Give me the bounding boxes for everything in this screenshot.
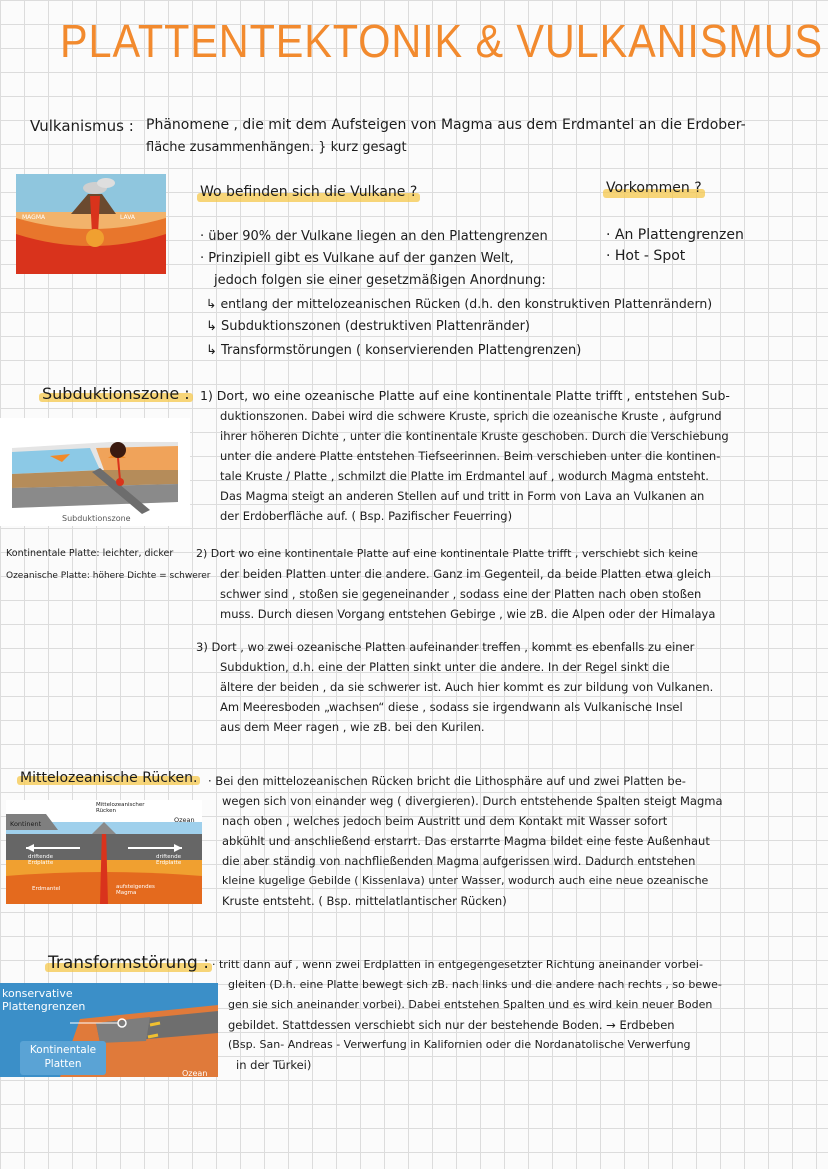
- volcano-label-lava: LAVA: [120, 214, 136, 221]
- subduction-p3-line: ältere der beiden , da sie schwerer ist. Auch hier kommt es zur bildung von Vulkanen.: [220, 680, 714, 694]
- subduction-caption: Subduktionszone: [62, 514, 131, 523]
- transform-line: in der Türkei): [236, 1058, 312, 1072]
- ridge-label: Mittelozeanische Rücken.: [20, 770, 198, 786]
- subduction-p3-line: Subduktion, d.h. eine der Platten sinkt unter die andere. In der Regel sinkt die: [220, 660, 670, 674]
- subduction-p3-line: Am Meeresboden „wachsen“ diese , sodass sie irgendwann als Vulkanische Insel: [220, 700, 683, 714]
- ridge-paragraph: [208, 771, 826, 911]
- occurrence-item-1: · An Plattengrenzen: [606, 227, 744, 243]
- transform-line: · tritt dann auf , wenn zwei Erdplatten in entgegengesetzter Richtung aneinander vorbei-: [212, 958, 703, 971]
- subduction-paragraph-1: [200, 386, 826, 526]
- where-arrow-1: ↳ entlang der mittelozeanischen Rücken (d.h. den konstruktiven Plattenrändern): [206, 296, 713, 311]
- ridge-line: · Bei den mittelozeanischen Rücken bricht die Lithosphäre auf und zwei Platten be-: [208, 774, 686, 788]
- subduction-p1-line: unter die andere Platte entstehen Tiefseerinnen. Beim verschieben unter die kontinen-: [220, 449, 721, 463]
- ridge-img-ozean: Ozean: [174, 816, 195, 824]
- subduction-p1-line: 1) Dort, wo eine ozeanische Platte auf eine kontinentale Platte trifft , entstehen Sub-: [200, 388, 730, 403]
- transform-img-label-2-line: Platten: [44, 1058, 82, 1070]
- where-arrow-3: ↳ Transformstörungen ( konservierenden Plattengrenzen): [206, 343, 582, 358]
- transform-img-label-3: Ozean: [182, 1069, 208, 1077]
- transform-img-label-1-line: Plattengrenzen: [2, 1000, 86, 1013]
- note-continental-plate: Kontinentale Platte: leichter, dicker: [6, 548, 174, 559]
- volcano-label-magma: MAGMA: [22, 214, 46, 221]
- transform-line: gebildet. Stattdessen verschiebt sich nur der bestehende Boden. → Erdbeben: [228, 1018, 675, 1032]
- where-arrow-2: ↳ Subduktionszonen (destruktiven Plattenränder): [206, 319, 530, 334]
- transform-line: gen sie sich aneinander vorbei). Dabei entstehen Spalten und es wird kein neuer Boden: [228, 998, 713, 1011]
- where-heading: Wo befinden sich die Vulkane ?: [200, 181, 417, 203]
- subduction-p1-line: Das Magma steigt an anderen Stellen auf und tritt in Form von Lava an Vulkanen an: [220, 489, 705, 503]
- ridge-img-kontinent: Kontinent: [10, 820, 42, 828]
- vulkanismus-label: Vulkanismus :: [30, 117, 134, 135]
- subduction-p1-line: tale Kruste / Platte , schmilzt die Platte im Erdmantel auf , wodurch Magma entsteht.: [220, 469, 709, 483]
- subduction-diagram: [0, 418, 190, 526]
- volcano-diagram: [16, 174, 166, 274]
- ridge-img-erdmantel: Erdmantel: [32, 886, 61, 892]
- subduction-paragraph-3: [196, 637, 826, 737]
- ridge-img-plate-left: driftende Erdplatte: [28, 854, 54, 866]
- transform-img-label-1: [2, 987, 85, 1013]
- note-oceanic-plate: Ozeanische Platte: höhere Dichte = schwerer: [6, 571, 211, 581]
- subduction-p2-line: schwer sind , stoßen sie gegeneinander , sodass eine der Platten nach oben stoßen: [220, 587, 702, 601]
- transform-img-label-1-line: konservative: [2, 987, 73, 1000]
- ridge-img-plate-right: driftende Erdplatte: [156, 854, 182, 866]
- vulkanismus-definition-line2: fläche zusammenhängen. } kurz gesagt: [146, 140, 407, 155]
- ridge-img-ruecken: Mittelozeanischer Rücken: [96, 802, 145, 814]
- ridge-img-magma: aufsteigendes Magma: [116, 884, 155, 896]
- subduction-p3-line: aus dem Meer ragen , wie zB. bei den Kurilen.: [220, 720, 485, 734]
- subduction-p2-line: der beiden Platten unter die andere. Ganz im Gegenteil, da beide Platten etwa gleich: [220, 567, 712, 581]
- page-title: PLATTENTEKTONIK & VULKANISMUS: [60, 15, 824, 67]
- subduction-p2-line: 2) Dort wo eine kontinentale Platte auf eine kontinentale Platte trifft , verschiebt sich keine: [196, 547, 698, 560]
- ridge-line: abkühlt und anschließend erstarrt. Das erstarrte Magma bildet eine feste Außenhaut: [222, 834, 710, 848]
- subduction-p1-line: duktionszonen. Dabei wird die schwere Kruste, sprich die ozeanische Kruste , aufgrund: [220, 409, 722, 423]
- subduction-p1-line: ihrer höheren Dichte , unter die kontinentale Kruste geschoben. Durch die Verschiebung: [220, 429, 729, 443]
- subduction-p3-line: 3) Dort , wo zwei ozeanische Platten aufeinander treffen , kommt es ebenfalls zu einer: [196, 640, 695, 654]
- occurrence-heading: Vorkommen ?: [606, 177, 702, 199]
- ridge-line: Kruste entsteht. ( Bsp. mittelatlantischer Rücken): [222, 894, 507, 908]
- ridge-diagram: [6, 800, 202, 904]
- ridge-line: nach oben , welches jedoch beim Austritt und dem Kontakt mit Wasser sofort: [222, 814, 668, 828]
- subduction-p1-line: der Erdoberfläche auf. ( Bsp. Pazifischer Feuerring): [220, 509, 513, 523]
- transform-img-label-2: [20, 1041, 106, 1075]
- where-bullet-3: jedoch folgen sie einer gesetzmäßigen Anordnung:: [214, 273, 546, 288]
- transform-diagram: [0, 983, 218, 1077]
- transform-label: Transformstörung :: [48, 953, 209, 973]
- subduction-p2-line: muss. Durch diesen Vorgang entstehen Gebirge , wie zB. die Alpen oder der Himalaya: [220, 607, 716, 621]
- subduction-label: Subduktionszone :: [42, 384, 190, 403]
- vulkanismus-definition-line1: Phänomene , die mit dem Aufsteigen von Magma aus dem Erdmantel an die Erdober-: [146, 117, 746, 133]
- occurrence-item-2: · Hot - Spot: [606, 248, 686, 264]
- ridge-line: wegen sich von einander weg ( divergieren). Durch entstehende Spalten steigt Magma: [222, 794, 723, 808]
- transform-img-label-2-line: Kontinentale: [29, 1044, 97, 1056]
- where-bullet-1: · über 90% der Vulkane liegen an den Plattengrenzen: [200, 229, 548, 244]
- subduction-paragraph-2: [196, 544, 826, 624]
- ridge-line: die aber ständig von nachfließenden Magma aufgerissen wird. Dadurch entstehen: [222, 854, 696, 868]
- transform-line: gleiten (D.h. eine Platte bewegt sich zB. nach links und die andere nach rechts , so bewe-: [228, 978, 722, 991]
- transform-paragraph: [212, 955, 826, 1075]
- where-bullet-2: · Prinzipiell gibt es Vulkane auf der ganzen Welt,: [200, 251, 514, 266]
- ridge-line: kleine kugelige Gebilde ( Kissenlava) unter Wasser, wodurch auch eine neue ozeanische: [222, 874, 709, 887]
- transform-line: (Bsp. San- Andreas - Verwerfung in Kalifornien oder die Nordanatolische Verwerfung: [228, 1038, 691, 1051]
